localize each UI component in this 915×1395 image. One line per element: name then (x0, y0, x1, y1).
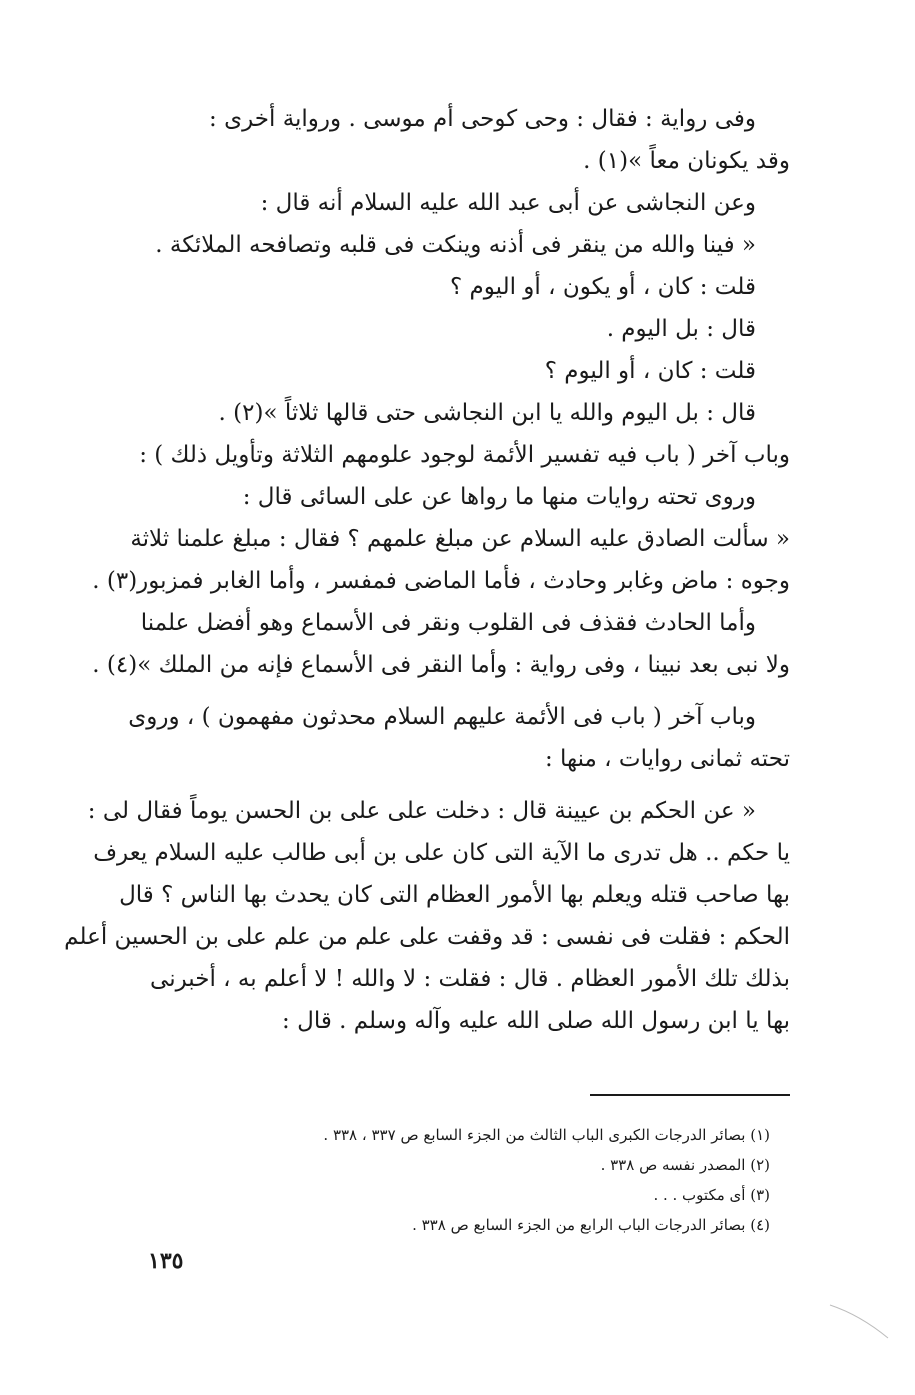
text-line: « سألت الصادق عليه السلام عن مبلغ علمهم ؟ فقال : مبلغ علمنا ثلاثة (130, 526, 790, 552)
paragraph-gap (115, 780, 790, 790)
text-line: وقد يكونان معاً »(١) . (583, 148, 790, 174)
text-line: وباب آخر ( باب فى الأئمة عليهم السلام محدثون مفهمون ) ، وروى (128, 704, 756, 730)
text-line: « فينا والله من ينقر فى أذنه وينكت فى قلبه وتصافحه الملائكة . (155, 232, 756, 258)
text-line: ولا نبى بعد نبينا ، وفى رواية : وأما النقر فى الأسماع فإنه من الملك »(٤) . (92, 652, 790, 678)
footnote: (١) بصائر الدرجات الكبرى الباب الثالث من الجزء السابع ص ٣٣٧ ، ٣٣٨ . (323, 1126, 770, 1144)
text-line: « عن الحكم بن عيينة قال : دخلت على على بن الحسن يوماً فقال لى : (87, 798, 756, 824)
text-line: وباب آخر ( باب فيه تفسير الأئمة لوجود علومهم الثلاثة وتأويل ذلك ) : (139, 442, 790, 468)
footnote-divider (590, 1094, 790, 1096)
text-line: وعن النجاشى عن أبى عبد الله عليه السلام أنه قال : (260, 190, 756, 216)
text-line: قلت : كان ، أو يكون ، أو اليوم ؟ (450, 274, 756, 300)
text-line: وأما الحادث فقذف فى القلوب ونقر فى الأسماع وهو أفضل علمنا (140, 610, 756, 636)
main-text-block (64, 98, 790, 1042)
text-line: وروى تحته روايات منها ما رواها عن على السائى قال : (242, 484, 756, 510)
text-line: قال : بل اليوم . (606, 316, 756, 342)
footnotes (150, 1120, 770, 1240)
text-line: بها صاحب قتله ويعلم بها الأمور العظام التى كان يحدث بها الناس ؟ قال (119, 882, 790, 908)
text-line: وجوه : ماض وغابر وحادث ، فأما الماضى فمفسر ، وأما الغابر فمزبور(٣) . (92, 568, 790, 594)
text-line: قلت : كان ، أو اليوم ؟ (544, 358, 756, 384)
page-number: ١٣٥ (148, 1248, 184, 1274)
text-line: بها يا ابن رسول الله صلى الله عليه وآله وسلم . قال : (282, 1008, 790, 1034)
paragraph-gap (115, 686, 790, 696)
text-line: تحته ثمانى روايات ، منها : (544, 746, 790, 772)
text-line: بذلك تلك الأمور العظام . قال : فقلت : لا والله ! لا أعلم به ، أخبرنى (150, 966, 790, 992)
text-line: يا حكم .. هل تدرى ما الآية التى كان على بن أبى طالب عليه السلام يعرف (93, 840, 790, 866)
footnote: (٢) المصدر نفسه ص ٣٣٨ . (600, 1156, 770, 1174)
text-line: قال : بل اليوم والله يا ابن النجاشى حتى قالها ثلاثاً »(٢) . (218, 400, 756, 426)
footnote: (٤) بصائر الدرجات الباب الرابع من الجزء السابع ص ٣٣٨ . (412, 1216, 770, 1234)
page-corner-mark (830, 1300, 890, 1340)
text-line: وفى رواية : فقال : وحى كوحى أم موسى . ورواية أخرى : (209, 106, 756, 132)
footnote: (٣) أى مكتوب . . . (653, 1186, 770, 1204)
text-line: الحكم : فقلت فى نفسى : قد وقفت على علم من علم على بن الحسين أعلم (64, 924, 790, 950)
